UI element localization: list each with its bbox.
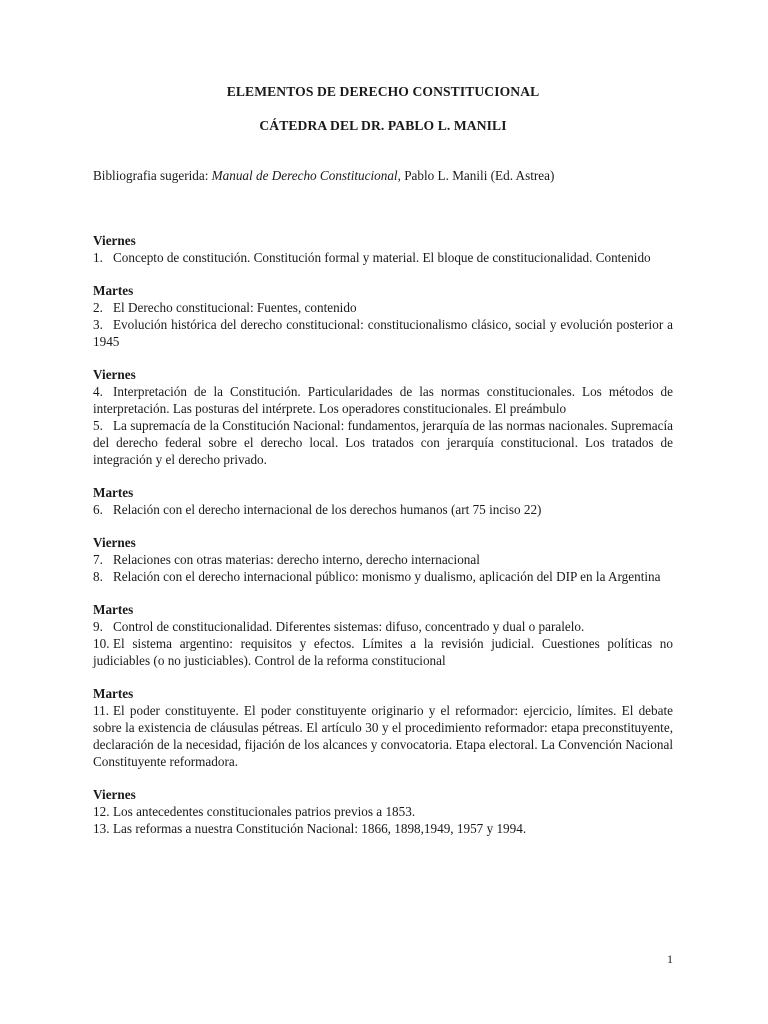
topic-item xyxy=(93,316,673,350)
topic-number: 2. xyxy=(93,300,103,315)
topic-number: 3. xyxy=(93,317,103,332)
topic-item xyxy=(93,299,673,316)
section-day-heading: Martes xyxy=(93,602,134,617)
page-number: 1 xyxy=(667,952,673,966)
syllabus-section xyxy=(93,601,673,669)
syllabus-section xyxy=(93,786,673,837)
section-day-heading: Viernes xyxy=(93,367,136,382)
topic-text: El Derecho constitucional: Fuentes, contenido xyxy=(113,300,357,315)
topic-text: Relaciones con otras materias: derecho interno, derecho internacional xyxy=(113,552,480,567)
topic-text: El sistema argentino: requisitos y efectos. Límites a la revisión judicial. Cuestiones políticas no judiciables (o no justiciables). Control de la reforma constitucional xyxy=(93,636,673,668)
syllabus-section xyxy=(93,232,673,266)
topic-number: 9. xyxy=(93,619,103,634)
document-subtitle: CÁTEDRA DEL DR. PABLO L. MANILI xyxy=(259,118,507,133)
syllabus-section xyxy=(93,282,673,350)
topic-number: 13. xyxy=(93,821,110,836)
syllabus-section xyxy=(93,484,673,518)
topic-number: 10. xyxy=(93,636,110,651)
section-day-heading: Martes xyxy=(93,283,134,298)
topic-text: El poder constituyente. El poder constituyente originario y el reformador: ejercicio, límites. El debate sobre la existencia de cláusulas pétreas. El artículo 30 y el procedimiento reformador: etapa preconstituyente, declaración de la necesidad, fijación de los alcances y convocatoria. Etapa electoral. La Convención Nacional Constituyente reformadora. xyxy=(93,703,673,769)
document-page xyxy=(93,83,673,853)
topic-text: Control de constitucionalidad. Diferentes sistemas: difuso, concentrado y dual o paralelo. xyxy=(113,619,585,634)
topic-number: 8. xyxy=(93,569,103,584)
section-day-heading: Martes xyxy=(93,485,134,500)
topic-text: La supremacía de la Constitución Nacional: fundamentos, jerarquía de las normas nacionales. Supremacía del derecho federal sobre el derecho local. Los tratados con jerarquía constitucional. Los tratados de integración y el derecho privado. xyxy=(93,418,673,467)
topic-item xyxy=(93,803,673,820)
topic-item xyxy=(93,501,673,518)
topic-number: 7. xyxy=(93,552,103,567)
topic-item xyxy=(93,820,673,837)
topic-number: 4. xyxy=(93,384,103,399)
section-day-heading: Viernes xyxy=(93,233,136,248)
bibliography-suffix: , Pablo L. Manili (Ed. Astrea) xyxy=(397,168,555,183)
topic-item xyxy=(93,635,673,669)
section-day-heading: Viernes xyxy=(93,787,136,802)
topic-text: Las reformas a nuestra Constitución Nacional: 1866, 1898,1949, 1957 y 1994. xyxy=(113,821,527,836)
topic-text: Concepto de constitución. Constitución formal y material. El bloque de constitucionalidad. Contenido xyxy=(113,250,651,265)
syllabus-section xyxy=(93,366,673,468)
topic-item xyxy=(93,417,673,468)
topic-item xyxy=(93,618,673,635)
bibliography-prefix: Bibliografia sugerida: xyxy=(93,168,212,183)
topic-text: Evolución histórica del derecho constitucional: constitucionalismo clásico, social y evolución posterior a 1945 xyxy=(93,317,673,349)
topic-item xyxy=(93,568,673,585)
section-day-heading: Viernes xyxy=(93,535,136,550)
topic-number: 6. xyxy=(93,502,103,517)
bibliography-line xyxy=(93,167,673,184)
syllabus-section xyxy=(93,534,673,585)
topic-number: 12. xyxy=(93,804,110,819)
topic-text: Interpretación de la Constitución. Particularidades de las normas constitucionales. Los métodos de interpretación. Las posturas del intérprete. Los operadores constitucionales. El preámbulo xyxy=(93,384,673,416)
topic-item xyxy=(93,383,673,417)
syllabus-section xyxy=(93,685,673,770)
topic-number: 5. xyxy=(93,418,103,433)
bibliography-book-title: Manual de Derecho Constitucional xyxy=(211,168,398,183)
topic-item xyxy=(93,551,673,568)
topic-item xyxy=(93,249,673,266)
syllabus-sections xyxy=(93,232,673,837)
topic-text: Los antecedentes constitucionales patrios previos a 1853. xyxy=(113,804,416,819)
topic-text: Relación con el derecho internacional público: monismo y dualismo, aplicación del DIP en la Argentina xyxy=(113,569,661,584)
section-day-heading: Martes xyxy=(93,686,134,701)
topic-text: Relación con el derecho internacional de los derechos humanos (art 75 inciso 22) xyxy=(113,502,542,517)
topic-number: 11. xyxy=(93,703,109,718)
topic-number: 1. xyxy=(93,250,103,265)
topic-item xyxy=(93,702,673,770)
document-title: ELEMENTOS DE DERECHO CONSTITUCIONAL xyxy=(226,84,540,99)
